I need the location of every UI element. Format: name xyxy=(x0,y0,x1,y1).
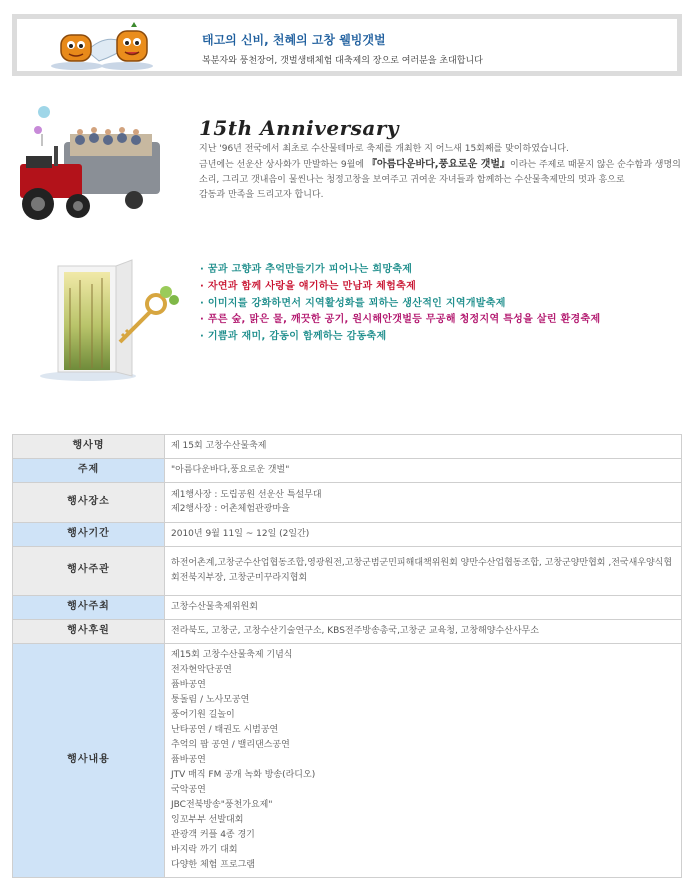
anniversary-text xyxy=(199,142,681,203)
table-row xyxy=(13,595,682,619)
tractor-photo xyxy=(14,100,164,228)
anniversary-line-3: 감동과 만족을 드리고자 합니다. xyxy=(199,190,324,200)
program-item: 바지락 까기 대회 xyxy=(171,844,238,855)
door-key-illustration xyxy=(40,258,180,382)
program-item: 제15회 고창수산물축제 기념식 xyxy=(171,649,293,660)
period-label: 행사기간 xyxy=(13,522,165,546)
venue-value xyxy=(165,482,682,522)
program-list xyxy=(165,643,682,877)
organizer-label: 행사주최 xyxy=(13,595,165,619)
program-label: 행사내용 xyxy=(13,643,165,877)
table-row xyxy=(13,482,682,522)
program-item: 퓸바공연 xyxy=(171,754,206,765)
event-name-value: 제 15회 고창수산물축제 xyxy=(165,435,682,459)
anniversary-title: 15th Anniversary xyxy=(199,116,400,140)
program-item: 퉁돌림 / 노사모공연 xyxy=(171,694,250,705)
program-item: 다양한 체험 프로그램 xyxy=(171,859,255,870)
sponsor-label: 행사후원 xyxy=(13,619,165,643)
table-row xyxy=(13,619,682,643)
program-item: 풍어기원 길놀이 xyxy=(171,709,235,720)
event-name-label: 행사명 xyxy=(13,435,165,459)
festival-themes-list xyxy=(200,262,600,346)
theme-label: 주제 xyxy=(13,458,165,482)
table-row xyxy=(13,458,682,482)
program-item: 국악공연 xyxy=(171,784,206,795)
program-item: 난타공연 / 태권도 시범공연 xyxy=(171,724,279,735)
program-item: 관광객 커플 4종 경기 xyxy=(171,829,255,840)
host-label: 행사주관 xyxy=(13,546,165,595)
anniversary-line-2-post: 이라는 주제로 때묻지 않은 순수함과 생명의 소리, 그리고 갯내음이 물씬나는 청정고창을 보여주고 귀여운 자녀들과 함께하는 수산물축제만의 멋과 흥으로 xyxy=(199,160,681,185)
banner-subtitle: 복분자와 풍천장어, 갯벌생태체험 대축제의 장으로 여러분을 초대합니다 xyxy=(202,56,483,66)
table-row xyxy=(13,546,682,595)
program-item: 잉꼬부부 선발대회 xyxy=(171,814,244,825)
venue-2: 제2행사장 : 어촌체험관광마을 xyxy=(171,504,290,514)
organizer-value: 고창수산물축제위원회 xyxy=(165,595,682,619)
period-value: 2010년 9월 11일 ~ 12일 (2일간) xyxy=(165,522,682,546)
theme-item: · 꿈과 고향과 추억만들기가 피어나는 희망축제 xyxy=(200,264,413,275)
venue-label: 행사장소 xyxy=(13,482,165,522)
sponsor-value: 전라북도, 고창군, 고창수산기술연구소, KBS전주방송총국,고창군 교육청, 고창해양수산사무소 xyxy=(165,619,682,643)
theme-item: · 기쁨과 재미, 감동이 함께하는 감동축제 xyxy=(200,331,387,343)
table-row xyxy=(13,435,682,459)
banner xyxy=(12,14,682,76)
festival-info-table xyxy=(12,434,682,878)
program-item: JTV 매직 FM 공개 녹화 방송(라디오) xyxy=(171,769,316,780)
anniversary-line-1: 지난 '96년 전국에서 최초로 수산물테마로 축제를 개최한 지 어느새 15회째를 맞이하였습니다. xyxy=(199,144,569,154)
anniversary-theme-highlight: 『아름다운바다,풍요로운 갯벌』 xyxy=(366,159,511,170)
banner-title: 태고의 신비, 천혜의 고창 웰빙갯벌 xyxy=(202,33,386,47)
program-item: 전자현악단공연 xyxy=(171,664,232,675)
theme-item: · 푸른 숲, 맑은 물, 깨끗한 공기, 원시해안갯벌등 무공해 청정지역 특성을 살린 환경축제 xyxy=(200,314,601,326)
anniversary-line-2-pre: 금년에는 선운산 상사화가 만발하는 9월에 xyxy=(199,160,367,170)
anniversary-line-2 xyxy=(199,157,681,188)
mascot-characters-illustration xyxy=(47,21,159,71)
theme-item: · 자연과 함께 사랑을 얘기하는 만남과 체험축제 xyxy=(200,280,417,292)
program-item: 퓸바공연 xyxy=(171,679,206,690)
venue-1: 제1행사장 : 도립공원 선운산 특설무대 xyxy=(171,489,322,500)
program-item: 추억의 팝 공연 / 밸리댄스공연 xyxy=(171,739,290,750)
table-row xyxy=(13,643,682,877)
program-item: JBC전북방송"풍천가요제" xyxy=(171,799,273,810)
host-value: 하전어촌계,고창군수산업협동조합,영광원전,고창군범군민피해대책위원회 양만수산업협동조합, 고창군양만협회 ,전국새우양식협회전북지부장, 고창군미꾸라지협회 xyxy=(165,546,682,595)
table-row xyxy=(13,522,682,546)
theme-value: "아름다운바다,풍요로운 갯벌" xyxy=(165,458,682,482)
theme-item: · 이미지를 강화하면서 지역활성화를 꾀하는 생산적인 지역개발축제 xyxy=(200,297,506,309)
